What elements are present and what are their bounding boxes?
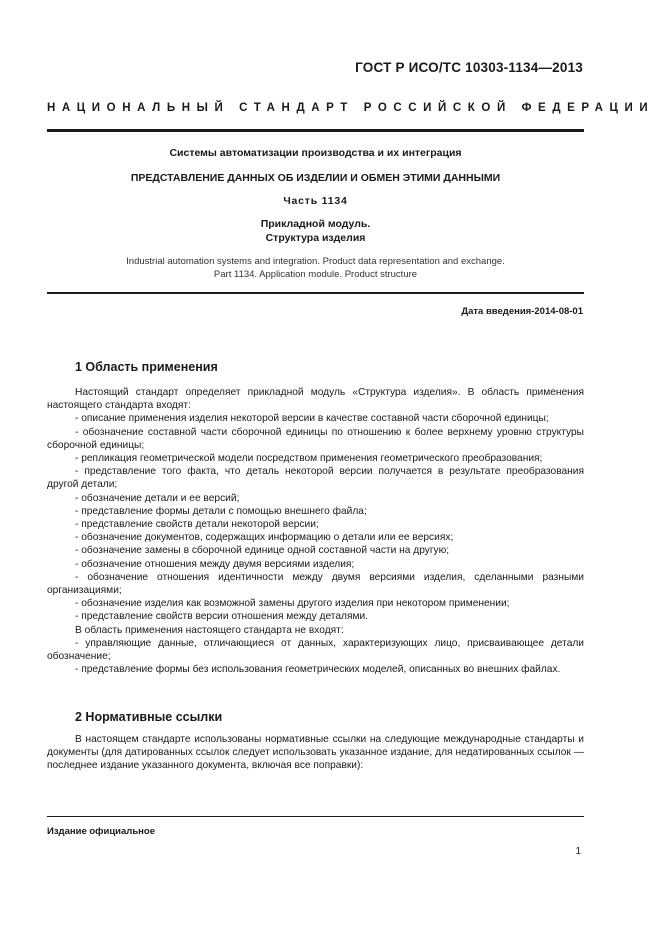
title-main: ПРЕДСТАВЛЕНИЕ ДАННЫХ ОБ ИЗДЕЛИИ И ОБМЕН ЭТИМИ ДАННЫМИ	[130, 172, 501, 184]
list-item: - обозначение детали и ее версий;	[75, 492, 240, 504]
title-module	[47, 218, 584, 245]
page-number: 1	[575, 846, 581, 857]
list-item: - представление формы детали с помощью внешнего файла;	[75, 505, 367, 517]
paragraph: В настоящем стандарте использованы нормативные ссылки на следующие международные стандарты и документы (для датированных ссылок следует использовать указанное издание, для недатированных ссылок — последнее издание указанного документа, включая все поправки):	[47, 734, 584, 772]
list-item: - репликация геометрической модели посредством применения геометрического преобразования;	[75, 453, 543, 465]
title-module-line2: Структура изделия	[265, 231, 366, 244]
list-item: - обозначение замены в сборочной единице одной составной части на другую;	[75, 545, 450, 557]
title-module-line1: Прикладной модуль.	[260, 218, 371, 230]
title-english	[47, 256, 584, 281]
list-item: - представление того факта, что деталь некоторой версии получается в результате преобразования другой детали;	[47, 466, 584, 491]
paragraph: Настоящий стандарт определяет прикладной модуль «Структура изделия». В область применения настоящего стандарта входят:	[47, 387, 584, 412]
title-english-line1: Industrial automation systems and integration. Product data representation and exchange.	[126, 256, 505, 267]
document-code: ГОСТ Р ИСО/ТС 10303-1134—2013	[355, 60, 583, 75]
introduction-date: Дата введения-2014-08-01	[461, 306, 583, 317]
section-2-heading: 2 Нормативные ссылки	[75, 710, 223, 724]
title-rule	[47, 292, 584, 294]
national-standard-banner: НАЦИОНАЛЬНЫЙ СТАНДАРТ РОССИЙСКОЙ ФЕДЕРАЦИИ	[47, 102, 655, 114]
list-item: - обозначение изделия как возможной замены другого изделия при некотором применении;	[75, 598, 510, 610]
list-item: - обозначение отношения между двумя версиями изделия;	[75, 558, 355, 570]
section-1-heading: 1 Область применения	[75, 360, 218, 374]
list-item: - обозначение отношения идентичности между двумя версиями изделия, сделанными разными организациями;	[47, 571, 584, 597]
list-item: - описание применения изделия некоторой версии в качестве составной части сборочной единицы;	[75, 413, 549, 425]
list-item: - представление формы без использования геометрических моделей, описанных во внешних файлах.	[75, 664, 561, 676]
list-item: - обозначение составной части сборочной единицы по отношению к более верхнему уровню структуры сборочной единицы;	[47, 426, 584, 451]
list-item: - представление свойств детали некоторой версии;	[75, 519, 319, 531]
list-item: - представление свойств версии отношения между деталями.	[75, 611, 369, 623]
title-english-line2: Part 1134. Application module. Product structure	[213, 268, 418, 280]
title-series: Системы автоматизации производства и их интеграция	[169, 147, 462, 159]
paragraph: В область применения настоящего стандарта не входят:	[75, 624, 344, 636]
list-item: - обозначение документов, содержащих информацию о детали или ее версиях;	[75, 532, 454, 544]
footer-rule	[47, 816, 584, 817]
header-rule	[47, 129, 584, 132]
list-item: - управляющие данные, отличающиеся от данных, характеризующих лицо, присваивающее детали обозначение;	[47, 637, 584, 663]
section-2-body	[47, 733, 584, 773]
official-edition-label: Издание официальное	[47, 826, 155, 837]
section-1-body	[47, 386, 584, 676]
title-part: Часть 1134	[283, 195, 348, 207]
